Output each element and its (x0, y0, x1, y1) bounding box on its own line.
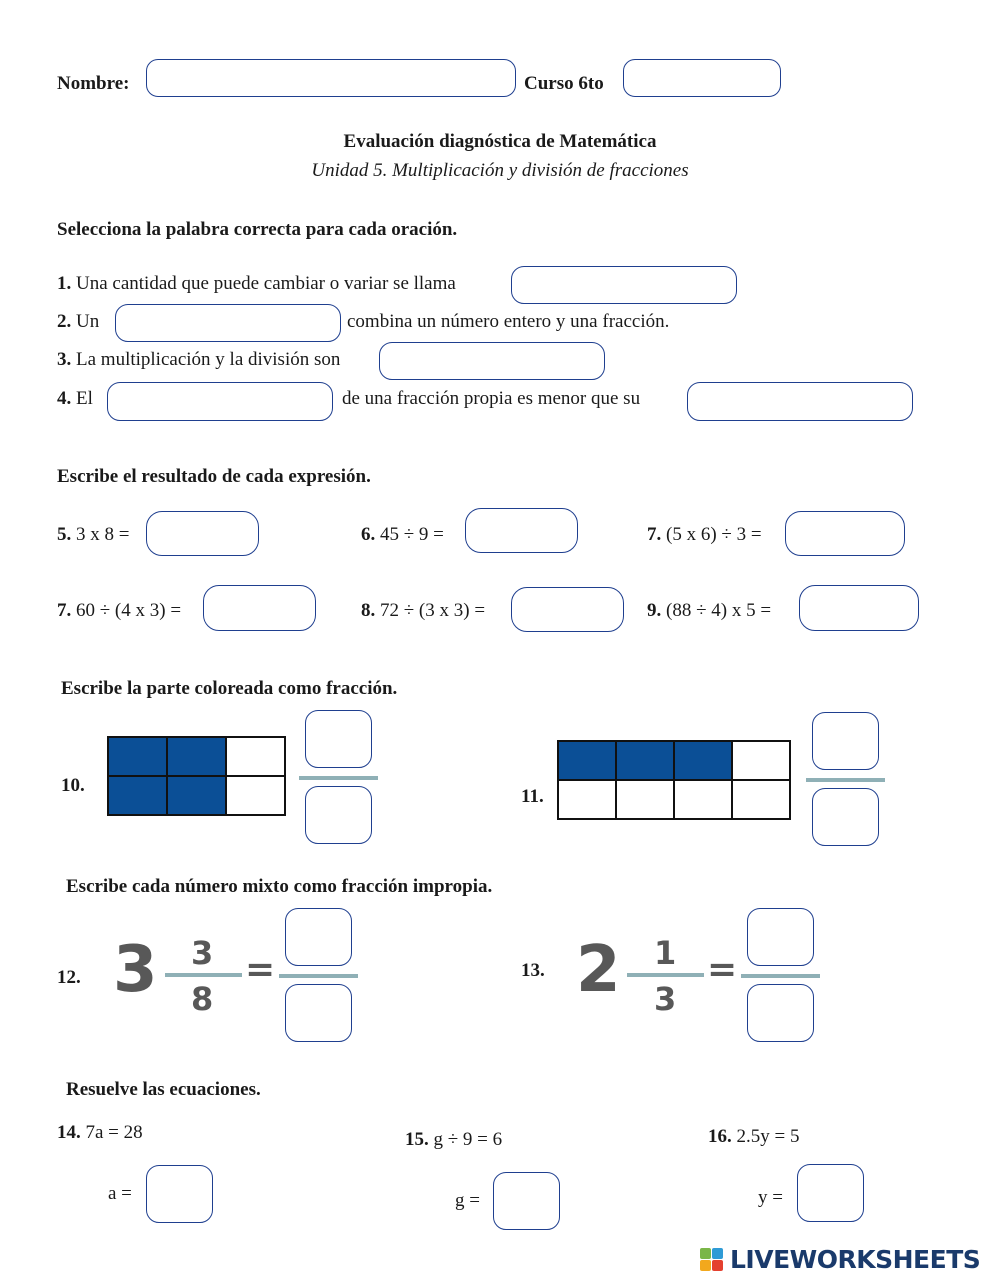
section3-instruction: Escribe la parte coloreada como fracción. (61, 678, 398, 699)
page-title: Evaluación diagnóstica de Matemática (343, 131, 657, 152)
fraction-bar (806, 778, 885, 782)
expression-number: 7. (647, 524, 662, 545)
expression-text: (5 x 6) ÷ 3 = (666, 524, 762, 545)
denominator-box-13[interactable] (747, 984, 814, 1042)
name-input[interactable] (146, 59, 516, 97)
mixed-numerator-13: 1 (654, 934, 677, 972)
expression-9 (647, 600, 771, 622)
question-number: 3. (57, 349, 72, 370)
grid-cell (558, 780, 616, 819)
mixed-denominator-12: 8 (191, 980, 214, 1018)
equation-15 (405, 1129, 502, 1151)
numerator-box-10[interactable] (305, 710, 372, 768)
course-label: Curso 6to (524, 73, 604, 94)
answer-box-7[interactable] (785, 511, 905, 556)
denominator-box-11[interactable] (812, 788, 879, 846)
mixed-whole-12: 3 (113, 933, 158, 1007)
expression-7b (57, 600, 181, 622)
question-text: El (76, 388, 93, 409)
name-label: Nombre: (57, 73, 130, 94)
item-12-number: 12. (57, 967, 81, 988)
grid-cell (108, 737, 167, 776)
expression-text: (88 ÷ 4) x 5 = (666, 600, 772, 621)
expression-text: 72 ÷ (3 x 3) = (380, 600, 486, 621)
equation-16 (708, 1126, 799, 1148)
question-text: Una cantidad que puede cambiar o variar se llama (76, 273, 456, 294)
grid-cell (674, 741, 732, 780)
fraction-bar (279, 974, 358, 978)
denominator-box-12[interactable] (285, 984, 352, 1042)
question-1 (57, 273, 456, 295)
expression-number: 8. (361, 600, 376, 621)
answer-box-4a[interactable] (107, 382, 333, 421)
equation-text: g ÷ 9 = 6 (433, 1129, 503, 1150)
equals-sign: = (245, 949, 276, 990)
fraction-grid-10 (107, 736, 286, 816)
mixed-whole-13: 2 (576, 933, 621, 1007)
answer-label-15: g = (455, 1190, 480, 1211)
expression-text: 45 ÷ 9 = (380, 524, 444, 545)
numerator-box-12[interactable] (285, 908, 352, 966)
numerator-box-13[interactable] (747, 908, 814, 966)
section2-instruction: Escribe el resultado de cada expresión. (57, 466, 371, 487)
section4-instruction: Escribe cada número mixto como fracción impropia. (66, 876, 493, 897)
grid-cell (732, 780, 790, 819)
grid-cell (674, 780, 732, 819)
equation-number: 16. (708, 1126, 732, 1147)
grid-cell (732, 741, 790, 780)
fraction-bar (741, 974, 820, 978)
answer-label-16: y = (758, 1187, 783, 1208)
grid-cell (226, 776, 285, 815)
question-number: 4. (57, 388, 72, 409)
answer-box-15[interactable] (493, 1172, 560, 1230)
section1-instruction: Selecciona la palabra correcta para cada oración. (57, 219, 458, 240)
equation-number: 14. (57, 1122, 81, 1143)
fraction-bar (299, 776, 378, 780)
answer-box-6[interactable] (465, 508, 578, 553)
question-text: Un (76, 311, 100, 332)
expression-7 (647, 524, 762, 546)
question-4-text-after: de una fracción propia es menor que su (342, 388, 641, 409)
grid-cell (167, 776, 226, 815)
expression-number: 6. (361, 524, 376, 545)
grid-cell (226, 737, 285, 776)
equation-14 (57, 1122, 143, 1144)
answer-box-7b[interactable] (203, 585, 316, 631)
brand-text: LIVEWORKSHEETS (730, 1245, 981, 1274)
question-3 (57, 349, 340, 371)
item-13-number: 13. (521, 960, 545, 981)
equation-number: 15. (405, 1129, 429, 1150)
section5-instruction: Resuelve las ecuaciones. (66, 1079, 261, 1100)
denominator-box-10[interactable] (305, 786, 372, 844)
mixed-denominator-13: 3 (654, 980, 677, 1018)
answer-box-5[interactable] (146, 511, 259, 556)
expression-8 (361, 600, 485, 622)
answer-box-1[interactable] (511, 266, 737, 304)
answer-box-16[interactable] (797, 1164, 864, 1222)
equation-text: 2.5y = 5 (736, 1126, 800, 1147)
equation-text: 7a = 28 (85, 1122, 143, 1143)
mixed-numerator-12: 3 (191, 934, 214, 972)
expression-number: 9. (647, 600, 662, 621)
expression-text: 60 ÷ (4 x 3) = (76, 600, 182, 621)
course-input[interactable] (623, 59, 781, 97)
liveworksheets-logo (700, 1245, 995, 1275)
expression-number: 5. (57, 524, 72, 545)
question-number: 2. (57, 311, 72, 332)
mixed-fraction-bar (165, 973, 242, 977)
question-4 (57, 388, 93, 410)
question-text: La multiplicación y la división son (76, 349, 341, 370)
grid-cell (108, 776, 167, 815)
answer-label-14: a = (108, 1183, 132, 1204)
question-2-text-after: combina un número entero y una fracción. (347, 311, 670, 332)
answer-box-3[interactable] (379, 342, 605, 380)
question-2 (57, 311, 99, 333)
expression-6 (361, 524, 444, 546)
page-subtitle: Unidad 5. Multiplicación y división de fracciones (311, 160, 689, 181)
mixed-fraction-bar (627, 973, 704, 977)
grid-cell (558, 741, 616, 780)
answer-box-2[interactable] (115, 304, 341, 342)
expression-text: 3 x 8 = (76, 524, 130, 545)
answer-box-4b[interactable] (687, 382, 913, 421)
fraction-grid-11 (557, 740, 791, 820)
grid-cell (616, 741, 674, 780)
question-number: 1. (57, 273, 72, 294)
equals-sign: = (707, 949, 738, 990)
item-10-number: 10. (61, 775, 85, 796)
expression-5 (57, 524, 129, 546)
grid-cell (167, 737, 226, 776)
answer-box-14[interactable] (146, 1165, 213, 1223)
answer-box-9[interactable] (799, 585, 919, 631)
answer-box-8[interactable] (511, 587, 624, 632)
expression-number: 7. (57, 600, 72, 621)
logo-icon (700, 1248, 724, 1272)
numerator-box-11[interactable] (812, 712, 879, 770)
grid-cell (616, 780, 674, 819)
item-11-number: 11. (521, 786, 544, 807)
